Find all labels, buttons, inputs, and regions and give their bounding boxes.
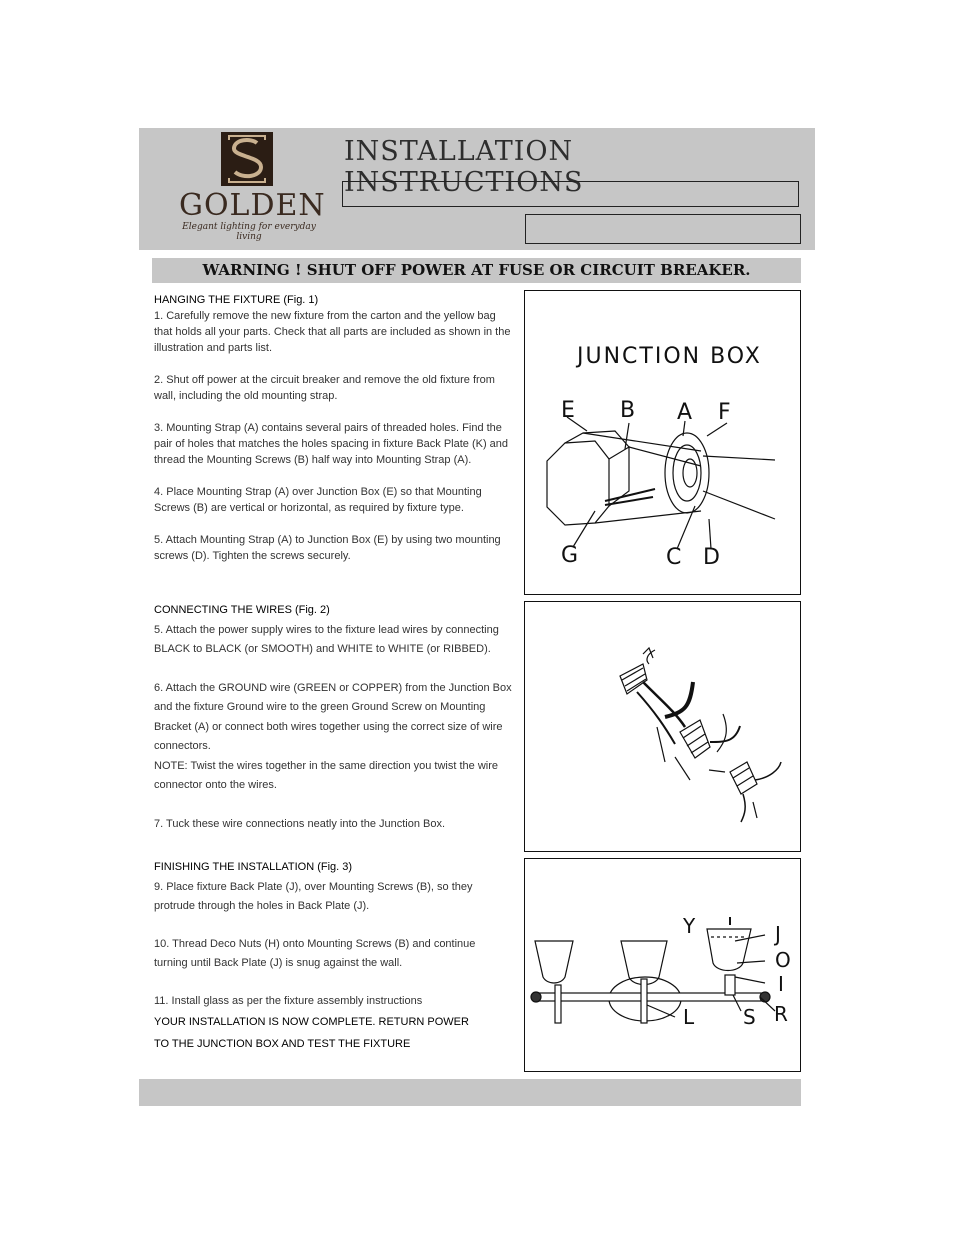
header-band — [139, 128, 815, 250]
closing-text: TO THE JUNCTION BOX AND TEST THE FIXTURE — [154, 1038, 411, 1050]
label-s: S — [743, 1005, 756, 1029]
closing-text: YOUR INSTALLATION IS NOW COMPLETE. RETURN POWER — [154, 1016, 469, 1028]
step-text: 1. Carefully remove the new fixture from the carton and the yellow bag that holds all your parts. Check that all parts are included as shown in the illustration and parts list. — [154, 310, 511, 354]
junction-box-drawing — [547, 417, 775, 549]
section-heading: CONNECTING THE WIRES (Fig. 2) — [154, 604, 330, 616]
logo-wordmark: GOLDEN — [179, 188, 326, 223]
step-text: 5. Attach the power supply wires to the fixture lead wires by connecting BLACK to BLACK (or SMOOTH) and WHITE to WHITE (or RIBBED). — [154, 623, 499, 655]
step-text: 9. Place fixture Back Plate (J), over Mounting Screws (B), so they protrude through the holes in Back Plate (J). — [154, 880, 473, 912]
step-text: 7. Tuck these wire connections neatly into the Junction Box. — [154, 817, 446, 830]
label-f: F — [718, 400, 731, 425]
model-field-box — [342, 181, 799, 207]
wire-connector-drawing — [620, 648, 781, 822]
warning-banner: WARNING ! SHUT OFF POWER AT FUSE OR CIRCUIT BREAKER. — [152, 258, 801, 283]
label-i: I — [778, 972, 784, 996]
label-e: E — [561, 398, 575, 423]
step-text: 11. Install glass as per the fixture assembly instructions — [154, 994, 423, 1007]
step-text: 6. Attach the GROUND wire (GREEN or COPPER) from the Junction Box and the fixture Ground wire to the green Ground Screw on Mounting Bracket (A) or connect both wires together using the correct size of wire connectors. — [154, 681, 512, 752]
figure-3-fixture-assembly — [524, 858, 801, 1072]
fig1-title: JUNCTION BOX — [577, 344, 762, 369]
label-d: D — [703, 545, 720, 570]
section-wires — [154, 601, 512, 834]
step-text: 4. Place Mounting Strap (A) over Junction Box (E) so that Mounting Screws (B) are vertical or horizontal, as required by fixture type. — [154, 486, 482, 514]
label-o: O — [775, 948, 791, 972]
golden-logo — [179, 132, 326, 244]
section-hanging — [154, 292, 512, 564]
fixture-drawing — [531, 917, 775, 1023]
step-text: 3. Mounting Strap (A) contains several pairs of threaded holes. Find the pair of holes that matches the holes spacing in fixture Back Plate (K) and thread the Mounting Screws (B) half way into Mounting Strap (A). — [154, 422, 509, 466]
label-y: Y — [683, 914, 696, 938]
label-b: B — [620, 398, 636, 423]
golden-s-logo-icon — [221, 132, 273, 186]
finish-field-box — [525, 214, 801, 244]
section-heading: HANGING THE FIXTURE (Fig. 1) — [154, 294, 319, 306]
label-g: G — [561, 543, 579, 568]
step-text: 10. Thread Deco Nuts (H) onto Mounting Screws (B) and continue turning until Back Plate (J) is snug against the wall. — [154, 937, 476, 969]
logo-tagline: Elegant lighting for everyday living — [182, 222, 316, 242]
figure-1-junction-box — [524, 290, 801, 595]
section-heading: FINISHING THE INSTALLATION (Fig. 3) — [154, 861, 353, 873]
label-c: C — [666, 545, 682, 570]
label-a: A — [677, 400, 693, 425]
label-l: L — [683, 1005, 695, 1029]
label-j: J — [775, 922, 781, 946]
step-text: 2. Shut off power at the circuit breaker and remove the old fixture from wall, including the old mounting strap. — [154, 374, 495, 402]
section-finishing — [154, 858, 512, 1055]
step-text: 5. Attach Mounting Strap (A) to Junction Box (E) by using two mounting screws (D). Tighten the screws securely. — [154, 534, 501, 562]
page-title: INSTALLATION INSTRUCTIONS — [344, 136, 584, 198]
label-r: R — [774, 1002, 788, 1026]
footer-band — [139, 1079, 801, 1106]
note-text: NOTE: Twist the wires together in the same direction you twist the wire connector onto the wires. — [154, 759, 498, 791]
figure-2-wire-connection — [524, 601, 801, 852]
